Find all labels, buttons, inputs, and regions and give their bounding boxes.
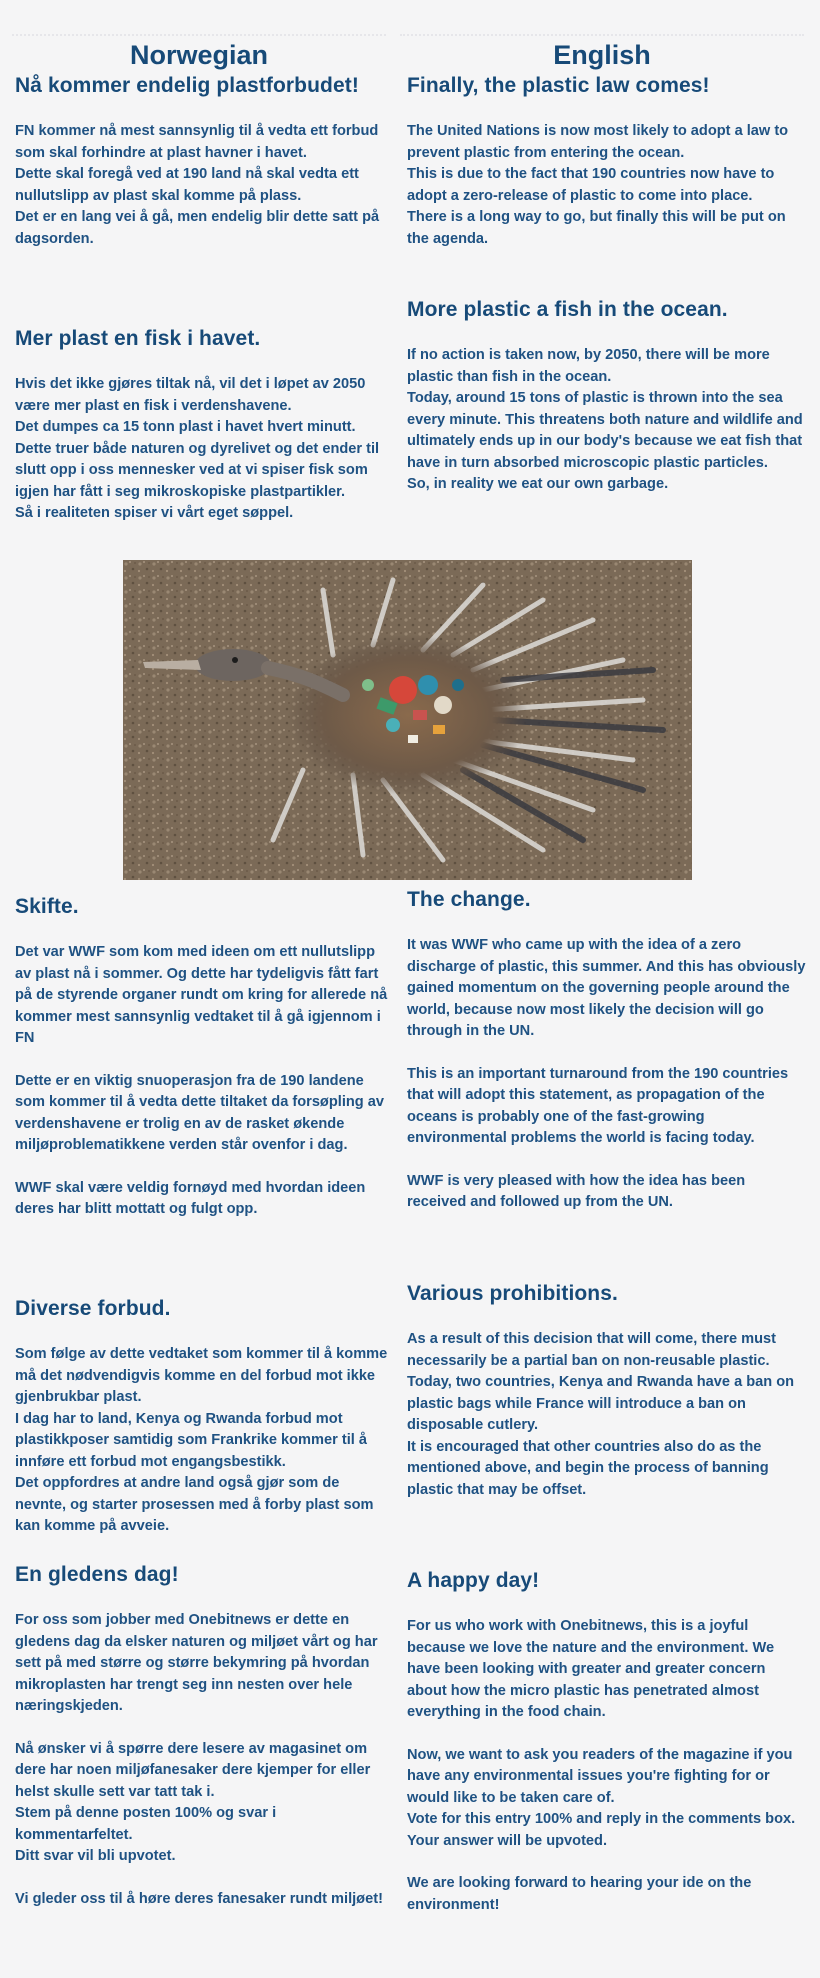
paragraph-line: Dette skal foregå ved at 190 land nå skal vedta ett nullutslipp av plast skal komme på plass. (15, 166, 359, 204)
section-paragraph (15, 374, 393, 525)
paragraph-line: Your answer will be upvoted. (407, 1832, 608, 1849)
paragraph-line: The United Nations is now most likely to adopt a law to prevent plastic from entering the ocean. (407, 123, 789, 161)
section-title: Skifte. (15, 895, 79, 918)
section-paragraph (407, 1329, 807, 1501)
paragraph-line: Today, around 15 tons of plastic is thrown into the sea every minute. This threatens both nature and wildlife and ultimately ends up in our body's because we eat fish that have in turn absorbed microscopic plastic particles. (407, 390, 803, 471)
albatross-carcass-illustration (123, 560, 692, 880)
section-no-5 (15, 1562, 393, 1931)
section-no-1 (15, 73, 393, 271)
paragraph-line: Hvis det ikke gjøres tiltak nå, vil det i løpet av 2050 være mer plast en fisk i verdenshavene. (15, 376, 366, 414)
section-title: Nå kommer endelig plastforbudet! (15, 74, 359, 97)
paragraph-line: Som følge av dette vedtaket som kommer til å komme må det nødvendigvis komme en del forbud mot ikke gjenbrukbar plast. (15, 1346, 388, 1405)
column-heading-english: English (400, 34, 804, 76)
section-no-4 (15, 1296, 393, 1559)
section-title: En gledens dag! (15, 1563, 179, 1586)
paragraph-line: It is encouraged that other countries also do as the mentioned above, and begin the process of banning plastic that may be offset. (407, 1438, 769, 1498)
paragraph-line: Det oppfordres at andre land også gjør som de nevnte, og starter prosessen med å forby plast som kan komme på avveie. (15, 1475, 374, 1534)
section-paragraph: WWF is very pleased with how the idea has been received and followed up from the UN. (407, 1172, 746, 1210)
paragraph-line: Ditt svar vil bli upvotet. (15, 1848, 176, 1864)
section-en-2 (407, 297, 807, 517)
paragraph-line: Today, two countries, Kenya and Rwanda have a ban on plastic bags while France will introduce a ban on disposable cutlery. (407, 1374, 795, 1433)
section-paragraph (15, 121, 393, 250)
section-paragraph: For us who work with Onebitnews, this is a joyful because we love the nature and the environment. We have been looking with greater and greater concern about how the micro plastic has penetrated almost everything in the food chain. (407, 1618, 775, 1720)
section-paragraph: For oss som jobber med Onebitnews er dette en gledens dag da elsker naturen og miljøet vårt og har sett på med større og større bekymring på hvordan mikroplasten har trengt seg inn nesten over hele næringskjeden. (15, 1612, 378, 1714)
section-paragraph (407, 1745, 807, 1853)
section-title: A happy day! (407, 1569, 540, 1592)
section-paragraph (407, 345, 807, 496)
paragraph-line: If no action is taken now, by 2050, there will be more plastic than fish in the ocean. (407, 347, 770, 385)
section-no-3 (15, 894, 393, 1242)
paragraph-line: I dag har to land, Kenya og Rwanda forbud mot plastikkposer samtidig som Frankrike kommer til å innføre ett forbud mot engangsbestikk. (15, 1410, 368, 1470)
section-paragraph: Dette er en viktig snuoperasjon fra de 190 landene som kommer til å vedta dette tiltaket da forsøpling av verdenshavene er trolig en av de rasket økende miljøproblematikkene verden står ovenfor i dag. (15, 1072, 384, 1153)
section-paragraph: We are looking forward to hearing your ide on the environment! (407, 1875, 752, 1913)
section-paragraph: Det var WWF som kom med ideen om ett nullutslipp av plast nå i sommer. Og dette har tydeligvis fått fart på de styrende organer rundt om kring for allerede nå kommer mest sannsynlig vedtaket til å gå igjennom i FN (15, 944, 388, 1046)
section-title: The change. (407, 888, 531, 911)
paragraph-line: Så i realiteten spiser vi vårt eget søppel. (15, 505, 294, 521)
paragraph-line: This is due to the fact that 190 countries now have to adopt a zero-release of plastic to come into place. (407, 166, 775, 204)
paragraph-line: Stem på denne posten 100% og svar i kommentarfeltet. (15, 1805, 277, 1843)
column-heading-norwegian: Norwegian (12, 34, 386, 76)
paragraph-line: Det dumpes ca 15 tonn plast i havet hvert minutt. Dette truer både naturen og dyrelivet og det ender til slutt opp i oss mennesker ved at vi spiser fisk som igjen har fått i seg mikroskopiske plastpartikler. (15, 419, 380, 500)
section-no-2 (15, 326, 393, 546)
paragraph-line: Det er en lang vei å gå, men endelig blir dette satt på dagsorden. (15, 209, 380, 247)
paragraph-line: So, in reality we eat our own garbage. (407, 476, 669, 492)
section-paragraph (15, 1739, 393, 1868)
section-paragraph: It was WWF who came up with the idea of a zero discharge of plastic, this summer. And this has obviously gained momentum on the governing people around the world, because now most likely the decision will go through in the UN. (407, 937, 806, 1039)
section-en-3 (407, 887, 807, 1235)
section-paragraph: Vi gleder oss til å høre deres fanesaker rundt miljøet! (15, 1890, 383, 1907)
section-title: Various prohibitions. (407, 1282, 618, 1305)
section-en-4 (407, 1281, 807, 1522)
section-title: Diverse forbud. (15, 1297, 171, 1320)
albatross-carcass-photo (123, 560, 692, 880)
paragraph-line: Now, we want to ask you readers of the magazine if you have any environmental issues you're fighting for or would like to be taken care of. (407, 1746, 793, 1806)
section-en-1 (407, 73, 807, 271)
section-paragraph: WWF skal være veldig fornøyd med hvordan ideen deres har blitt mottatt og fulgt opp. (15, 1179, 366, 1217)
section-title: Finally, the plastic law comes! (407, 74, 710, 97)
paragraph-line: As a result of this decision that will come, there must necessarily be a partial ban on non-reusable plastic. (407, 1331, 776, 1369)
section-paragraph (15, 1344, 393, 1538)
section-en-5 (407, 1568, 807, 1937)
paragraph-line: FN kommer nå mest sannsynlig til å vedta ett forbud som skal forhindre at plast havner i havet. (15, 123, 379, 161)
paragraph-line: Vote for this entry 100% and reply in the comments box. (407, 1811, 796, 1827)
section-title: More plastic a fish in the ocean. (407, 298, 728, 321)
paragraph-line: Nå ønsker vi å spørre dere lesere av magasinet om dere har noen miljøfanesaker dere kjemper for eller helst skulle sett var tatt tak i. (15, 1740, 371, 1800)
paragraph-line: There is a long way to go, but finally this will be put on the agenda. (407, 209, 786, 247)
section-paragraph (407, 121, 807, 250)
section-title: Mer plast en fisk i havet. (15, 327, 261, 350)
section-paragraph: This is an important turnaround from the 190 countries that will adopt this statement, as propagation of the oceans is probably one of the fast-growing environmental problems the world is facing today. (407, 1065, 789, 1146)
